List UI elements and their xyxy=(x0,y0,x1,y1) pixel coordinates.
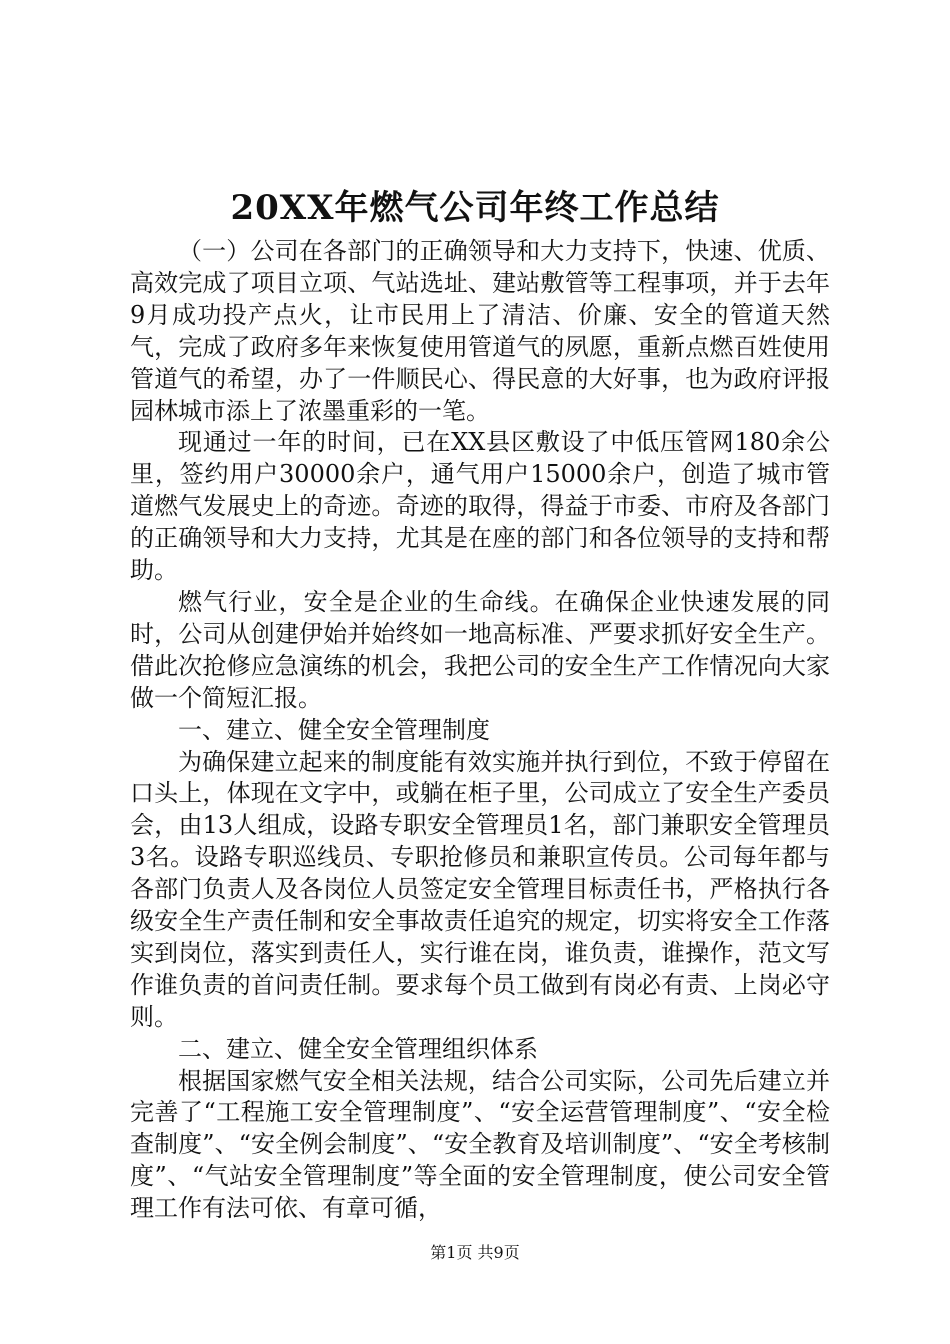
document-body xyxy=(130,236,830,1225)
section-heading-1: 一、建立、健全安全管理制度 xyxy=(178,715,490,744)
page-footer: 第1页 共9页 xyxy=(430,1243,520,1262)
paragraph-regulations: 根据国家燃气安全相关法规，结合公司实际，公司先后建立并完善了“工程施工安全管理制度”、“安全运营管理制度”、“安全检查制度”、“安全例会制度”、“安全教育及培训制度”、“安全考核制度”、“气站安全管理制度”等全面的安全管理制度，使公司安全管理工作有法可依、有章可循， xyxy=(130,1066,830,1223)
paragraph-achievements: 现通过一年的时间，已在XX县区敷设了中低压管网180余公里，签约用户30000余户，通气用户15000余户，创造了城市管道燃气发展史上的奇迹。奇迹的取得，得益于市委、市府及各部门的正确领导和大力支持，尤其是在座的部门和各位领导的支持和帮助。 xyxy=(130,428,830,585)
paragraph-system: 为确保建立起来的制度能有效实施并执行到位，不致于停留在口头上，体现在文字中，或躺在柜子里，公司成立了安全生产委员会，由13人组成，设路专职安全管理员1名，部门兼职安全管理员3名。设路专职巡线员、专职抢修员和兼职宣传员。公司每年都与各部门负责人及各岗位人员签定安全管理目标责任书，严格执行各级安全生产责任制和安全事故责任追究的规定，切实将安全工作落实到岗位，落实到责任人，实行谁在岗，谁负责，谁操作，范文写作谁负责的首问责任制。要求每个员工做到有岗必有责、上岗必守则。 xyxy=(130,747,830,1031)
section-heading-2: 二、建立、健全安全管理组织体系 xyxy=(178,1034,538,1063)
paragraph-intro: （一）公司在各部门的正确领导和大力支持下，快速、优质、高效完成了项目立项、气站选址、建站敷管等工程事项，并于去年9月成功投产点火，让市民用上了清洁、价廉、安全的管道天然气，完成了政府多年来恢复使用管道气的夙愿，重新点燃百姓使用管道气的希望，办了一件顺民心、得民意的大好事，也为政府评报园林城市添上了浓墨重彩的一笔。 xyxy=(130,237,830,425)
document-title: 20XX年燃气公司年终工作总结 xyxy=(230,188,720,228)
paragraph-safety: 燃气行业，安全是企业的生命线。在确保企业快速发展的同时，公司从创建伊始并始终如一地高标准、严要求抓好安全生产。借此次抢修应急演练的机会，我把公司的安全生产工作情况向大家做一个简短汇报。 xyxy=(130,587,830,712)
